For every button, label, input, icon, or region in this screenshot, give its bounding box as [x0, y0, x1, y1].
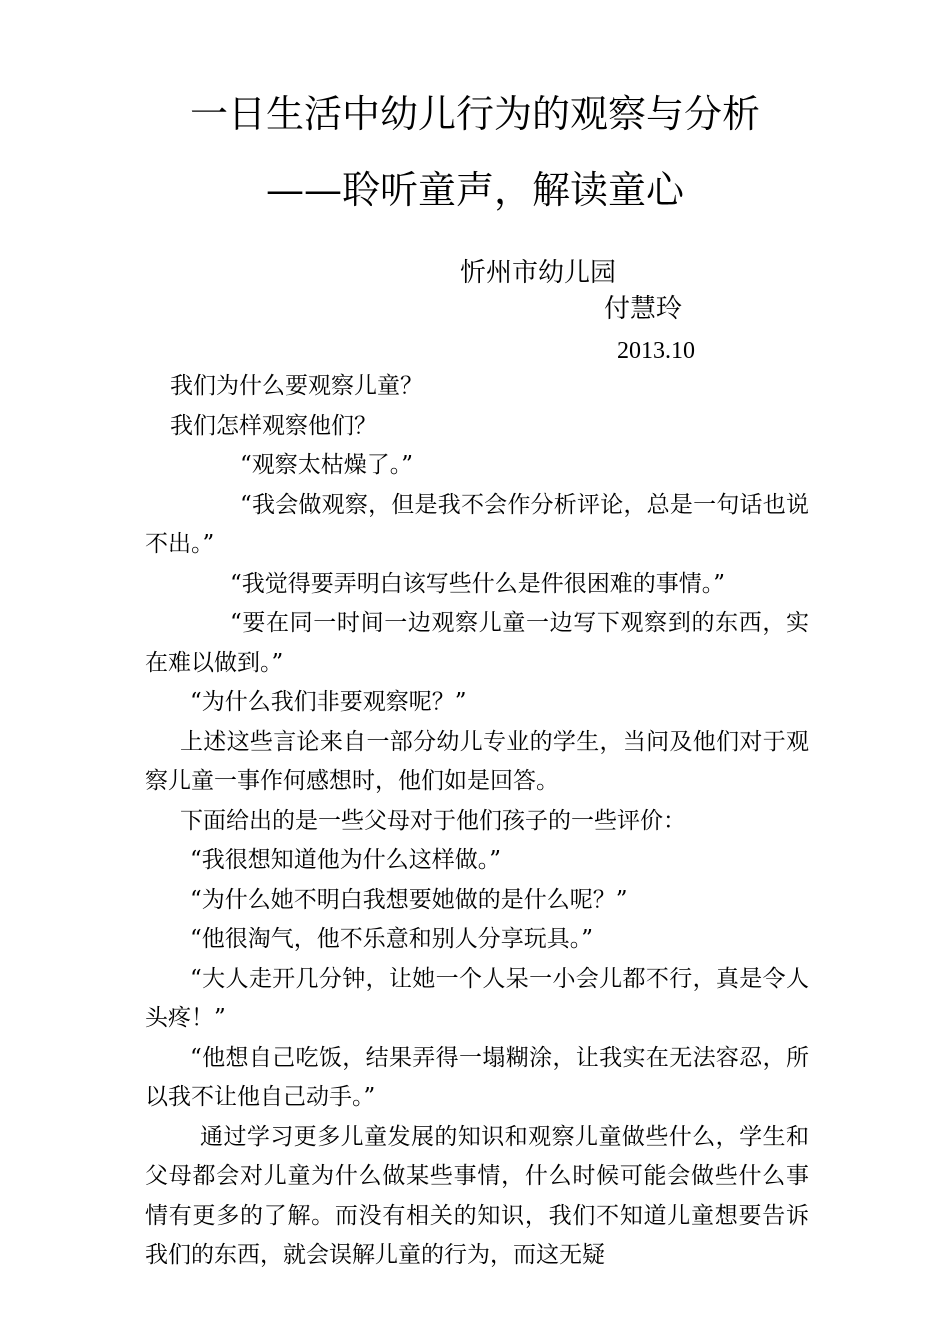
paragraph-quote-boring: “观察太枯燥了。” — [240, 452, 414, 478]
paragraph-parent-quote-1: “我很想知道他为什么这样做。” — [190, 847, 502, 873]
paragraph-quote-simultaneous: “要在同一时间一边观察儿童一边写下观察到的东西，实在难以做到。” — [145, 610, 809, 676]
paragraph-quote-why-observe: “为什么我们非要观察呢？” — [190, 689, 467, 715]
paragraph-parent-intro: 下面给出的是一些父母对于他们孩子的一些评价： — [180, 807, 686, 834]
paragraph-quote-hard-to-write: “我觉得要弄明白该写些什么是件很困难的事情。” — [230, 570, 726, 597]
paragraph-student-comments: 上述这些言论来自一部分幼儿专业的学生，当问及他们对于观察儿童一事作何感想时，他们如是回答。 — [145, 728, 809, 794]
document-date: 2013.10 — [617, 338, 695, 364]
paragraph-question-why: 我们为什么要观察儿童？ — [170, 373, 423, 399]
author-name: 付慧玲 — [604, 294, 683, 324]
document-subtitle: ——聆听童声，解读童心 — [265, 168, 684, 212]
paragraph-parent-quote-3: “他很淘气，他不乐意和别人分享玩具。” — [190, 926, 594, 952]
paragraph-parent-quote-4: “大人走开几分钟，让她一个人呆一小会儿都不行，真是令人头疼！” — [145, 965, 809, 1031]
paragraph-conclusion: 通过学习更多儿童发展的知识和观察儿童做些什么，学生和父母都会对儿童为什么做某些事情，什么时候可能会做些什么事情有更多的了解。而没有相关的知识，我们不知道儿童想要告诉我们的东西，就会误解儿童的行为，而这无疑 — [145, 1123, 809, 1268]
paragraph-quote-cannot-analyze: “我会做观察，但是我不会作分析评论，总是一句话也说不出。” — [145, 491, 809, 557]
body-text — [145, 367, 809, 1276]
paragraph-parent-quote-2: “为什么她不明白我想要她做的是什么呢？” — [190, 886, 628, 913]
document-title: 一日生活中幼儿行为的观察与分析 — [189, 92, 760, 136]
paragraph-question-how: 我们怎样观察他们？ — [170, 412, 377, 439]
author-organization: 忻州市幼儿园 — [460, 258, 617, 288]
paragraph-parent-quote-5: “他想自己吃饭，结果弄得一塌糊涂，让我实在无法容忍，所以我不让他自己动手。” — [145, 1044, 809, 1110]
